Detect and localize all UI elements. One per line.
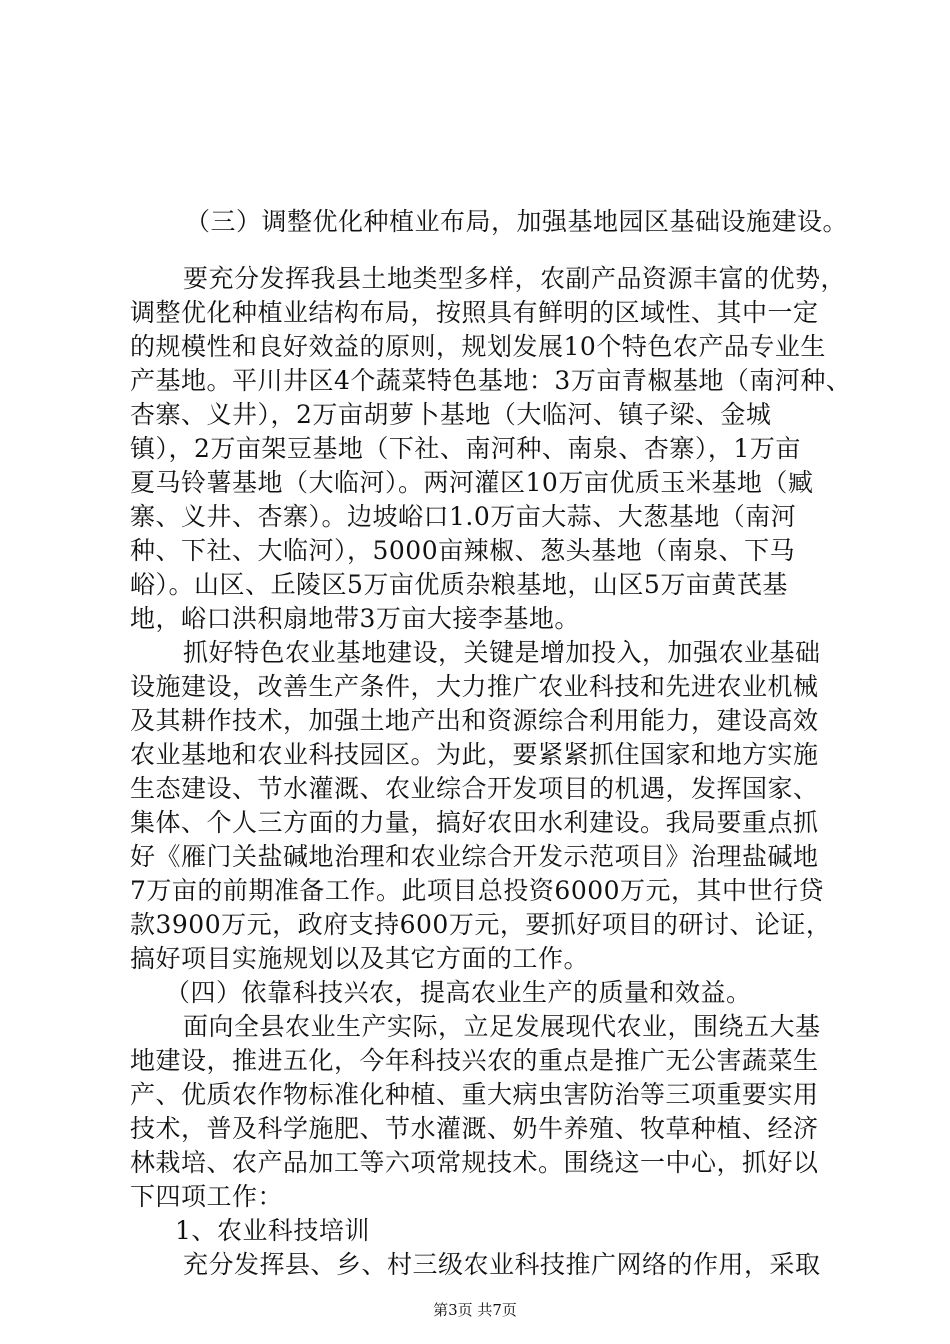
paragraph-line: 种、下社、大临河），5000亩辣椒、葱头基地（南泉、下马 xyxy=(130,536,796,565)
paragraph-line: 的规模性和良好效益的原则，规划发展10个特色农产品专业生 xyxy=(130,332,826,361)
subsection-heading: 1、农业科技培训 xyxy=(175,1216,370,1245)
paragraph-line: 搞好项目实施规划以及其它方面的工作。 xyxy=(130,944,590,973)
paragraph-line: 镇），2万亩架豆基地（下社、南河种、南泉、杏寨），1万亩 xyxy=(130,434,801,463)
paragraph-line: 林栽培、农产品加工等六项常规技术。围绕这一中心，抓好以 xyxy=(130,1148,819,1177)
paragraph-line: 面向全县农业生产实际，立足发展现代农业，围绕五大基 xyxy=(183,1012,821,1041)
paragraph-line: 地建设，推进五化，今年科技兴农的重点是推广无公害蔬菜生 xyxy=(130,1046,819,1075)
paragraph-line: 产基地。平川井区4个蔬菜特色基地：3万亩青椒基地（南河种、 xyxy=(130,366,852,395)
paragraph-line: 抓好特色农业基地建设，关键是增加投入，加强农业基础 xyxy=(183,638,821,667)
paragraph-line: 地，峪口洪积扇地带3万亩大接李基地。 xyxy=(130,604,580,633)
paragraph-line: 寨、义井、杏寨）。边坡峪口1.0万亩大蒜、大葱基地（南河 xyxy=(130,502,797,531)
paragraph-line: 好《雁门关盐碱地治理和农业综合开发示范项目》治理盐碱地 xyxy=(130,842,819,871)
paragraph-line: 农业基地和农业科技园区。为此，要紧紧抓住国家和地方实施 xyxy=(130,740,819,769)
paragraph-line: 生态建设、节水灌溉、农业综合开发项目的机遇，发挥国家、 xyxy=(130,774,819,803)
paragraph-line: 要充分发挥我县土地类型多样，农副产品资源丰富的优势， xyxy=(183,264,847,293)
paragraph-line: 款3900万元，政府支持600万元，要抓好项目的研讨、论证， xyxy=(130,910,832,939)
paragraph-line: 及其耕作技术，加强土地产出和资源综合利用能力，建设高效 xyxy=(130,706,819,735)
paragraph-line: 产、优质农作物标准化种植、重大病虫害防治等三项重要实用 xyxy=(130,1080,819,1109)
paragraph-line: 技术，普及科学施肥、节水灌溉、奶牛养殖、牧草种植、经济 xyxy=(130,1114,819,1143)
paragraph-line: 杏寨、义井），2万亩胡萝卜基地（大临河、镇子梁、金城 xyxy=(130,400,772,429)
paragraph-line: 下四项工作： xyxy=(130,1182,284,1211)
paragraph-line: 7万亩的前期准备工作。此项目总投资6000万元，其中世行贷 xyxy=(130,876,825,905)
page-number-footer: 第3页 共7页 xyxy=(433,1301,517,1319)
paragraph-line: 集体、个人三方面的力量，搞好农田水利建设。我局要重点抓 xyxy=(130,808,819,837)
paragraph-line: 充分发挥县、乡、村三级农业科技推广网络的作用，采取 xyxy=(183,1250,821,1279)
paragraph-line: 夏马铃薯基地（大临河）。两河灌区10万亩优质玉米基地（臧 xyxy=(130,468,814,497)
section-heading-4: （四）依靠科技兴农，提高农业生产的质量和效益。 xyxy=(165,978,752,1007)
paragraph-line: 设施建设，改善生产条件，大力推广农业科技和先进农业机械 xyxy=(130,672,819,701)
paragraph-line: 调整优化种植业结构布局，按照具有鲜明的区域性、其中一定 xyxy=(130,298,819,327)
paragraph-line: 峪）。山区、丘陵区5万亩优质杂粮基地，山区5万亩黄芪基 xyxy=(130,570,788,599)
section-heading-3: （三）调整优化种植业布局，加强基地园区基础设施建设。 xyxy=(185,207,849,236)
